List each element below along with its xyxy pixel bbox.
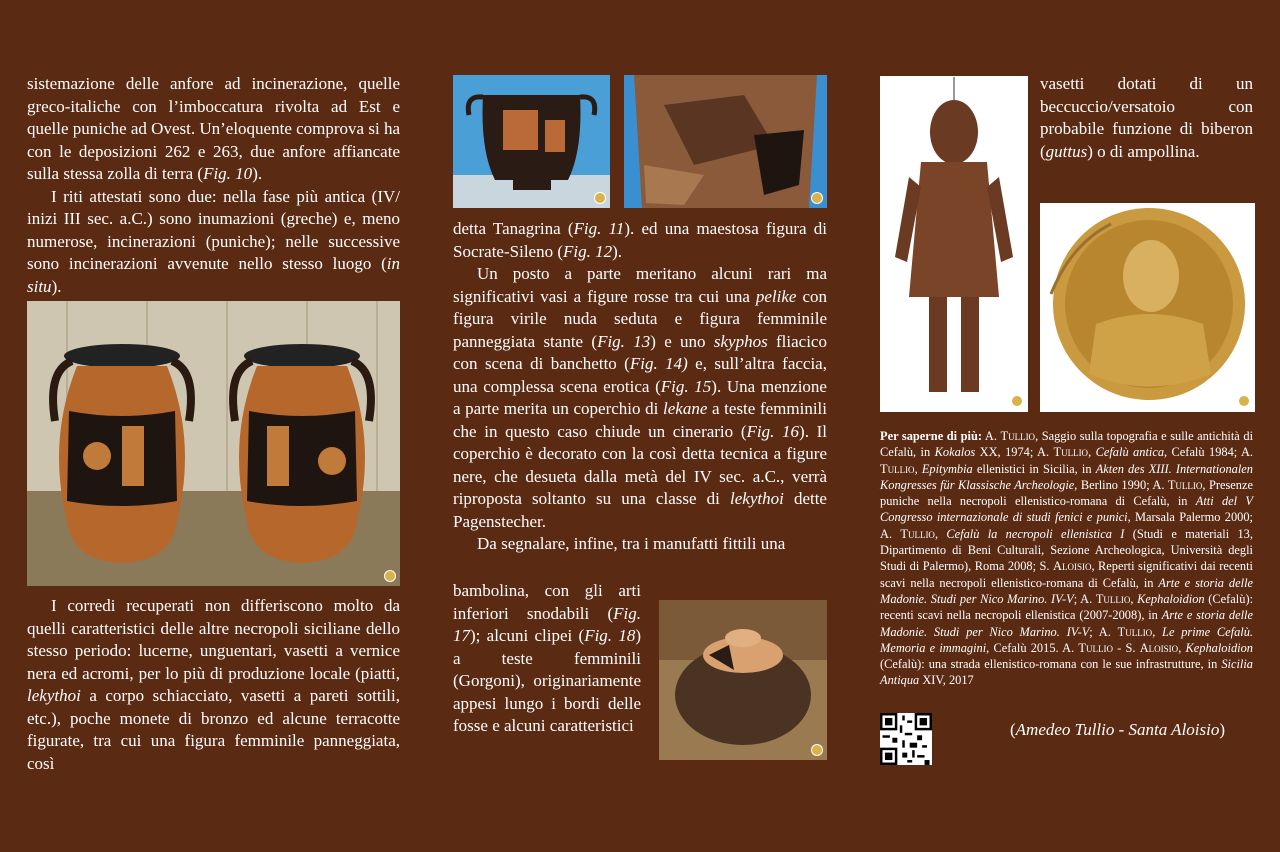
column-1-bottom [27, 595, 400, 775]
citation-text: , [1130, 591, 1138, 606]
figure-number-badge [811, 744, 823, 756]
citation-text: , Berlino 1990; A. [1074, 477, 1168, 492]
citation-title: Kephaloidion [1185, 640, 1253, 655]
citation-text: , [1088, 445, 1096, 460]
figure-12-fragment-photo [624, 75, 827, 208]
qr-code[interactable] [880, 713, 932, 765]
citation-title: Arte e storia delle Madonie. Studi per Nico Marino. IV-V [880, 608, 1254, 639]
figure-number-badge [384, 570, 396, 582]
figure-number-badge [1011, 395, 1023, 407]
citation-title: Epitymbia [921, 461, 973, 476]
author-name: Tullio [900, 526, 935, 541]
author-name: Tullio [1167, 477, 1203, 492]
qr-code-icon [880, 713, 932, 765]
author-name: Tullio [1053, 445, 1089, 460]
citation-text: , Cefalù 2015. A. [986, 640, 1079, 655]
column-1-top [27, 73, 400, 298]
citation-text: ; A. [1089, 624, 1118, 639]
citation-text: XIV, 2017 [919, 673, 974, 688]
paragraph-3: I corredi recuperati non differiscono molto da quelli caratteristici delle altre necropoli siciliane dello stesso periodo: lucerne, unguentari, vasetti a vernice nera ed acromi, per lo più di produzione locale (piatti, lekythoi a corpo schiacciato, vasetti a pareti sottili, etc.), poche monete di bronzo ed alcune terracotte figurate, tra cui una figura femminile panneggiata, così [27, 596, 400, 773]
paragraph-4: detta Tanagrina (Fig. 11). ed una maestosa figura di Socrate-Sileno (Fig. 12). [453, 219, 827, 261]
citation-text: , [934, 526, 947, 541]
urn-illustration [659, 600, 827, 760]
citation-text: , [1152, 624, 1163, 639]
paragraph-5: Un posto a parte meritano alcuni rari ma significativi vasi a figure rosse tra cui una pelike con figura virile nuda seduta e figura femminile panneggiata stante (Fig. 13) e uno skyphos fliacico con scena di banchetto (Fig. 14) e, sull’altra faccia, una complessa scena erotica (Fig. 15). Una menzione a parte merita un coperchio di lekane a teste femminili che in questo caso chiude un cinerario (Fig. 16). Il coperchio è decorato con la così detta tecnica a figure nere, che desueta dalla metà del IV sec. a.C., verrà riproposta soltanto su una classe di lekythoi dette Pagenstecher. [453, 264, 828, 531]
paragraph-7: vasetti dotati di un beccuccio/versatoio con probabile funzione di biberon (guttus) o di ampollina. [1040, 74, 1253, 161]
figure-number-badge [811, 192, 823, 204]
column-2-narrow [453, 580, 641, 738]
figure-18-clipeus-photo [1040, 203, 1255, 412]
citation-text: , Reperti significativi dai recenti scavi nella necropoli ellenistico-romana di Cefalù, in [880, 559, 1253, 590]
citation-text: (Cefalù): una strada ellenistico-romana con le sue infrastrutture, in [880, 657, 1222, 672]
citation-text: (Cefalù): recenti scavi nella necropoli ellenistica (2007-2008), in [880, 591, 1254, 623]
clipeus-illustration [1041, 204, 1254, 411]
citation-title: Le prime Cefalù. Memoria e immagini [880, 624, 1253, 655]
author-name: Aloisio [1139, 640, 1179, 655]
fragment-illustration [624, 75, 827, 208]
paragraph-6-continued: bambolina, con gli arti inferiori snodabili (Fig. 17); alcuni clipei (Fig. 18) a teste femminili (Gorgoni), originariamente appesi lungo i bordi delle fosse e alcuni caratteristici [453, 581, 641, 735]
citation-text: - S. [1112, 640, 1140, 655]
citation-text: ; A. [1073, 591, 1096, 606]
paragraph-2: I riti attestati sono due: nella fase più antica (IV/ inizi III sec. a.C.) sono inumazioni (greche) e, meno numerose, incinerazioni (puniche); nelle successive sono incinerazioni avvenute nello stesso luogo (in situ). [27, 186, 400, 296]
citation-title: Arte e storia delle Madonie. Studi per Nico Marino. IV-V [880, 575, 1254, 606]
citation-title: Cefalù la necropoli ellenistica I [946, 526, 1125, 541]
column-3-top [1040, 73, 1253, 163]
citation-title: Akten des XIII. Internationalen Kongresses für Klassische Archeologie [880, 461, 1253, 492]
citation-title: Kokalos [934, 445, 976, 460]
citation-text: XX, 1974; A. [975, 445, 1054, 460]
citation-title: Atti del V Congresso internazionale di studi fenici e punici [880, 494, 1253, 525]
paragraph-6-start: Da segnalare, infine, tra i manufatti fittili una [477, 534, 786, 553]
figure-10-amphorae-photo [27, 301, 400, 586]
amphorae-illustration [27, 301, 400, 586]
bibliography [880, 428, 1253, 689]
bibliography-body [880, 429, 1253, 687]
figure-11-skyphos-photo [453, 75, 610, 208]
figure-16-cinerary-urn-photo [659, 600, 827, 760]
citation-text: , Saggio sulla topografia e sulle antichità di Cefalù, in [880, 429, 1254, 460]
author-name: Tullio [1095, 591, 1131, 606]
citation-text: , Cefalù 1984; A. [1164, 445, 1253, 460]
citation-text: ellenistici in Sicilia, in [972, 461, 1096, 476]
citation-text: , Marsala Palermo 2000; A. [880, 510, 1253, 541]
figure-17-doll-photo [880, 76, 1028, 412]
paragraph-1: sistemazione delle anfore ad incinerazione, quelle greco-italiche con l’imboccatura rivolta ad Est e quelle puniche ad Ovest. Un’eloquente comprova si ha con le deposizioni 262 e 263, due anfore affiancate sulla stessa zolla di terra (Fig. 10). [27, 74, 400, 183]
citation-title: Sicilia Antiqua [880, 657, 1253, 688]
figure-number-badge [1238, 395, 1250, 407]
skyphos-illustration [453, 75, 610, 208]
citation-text: A. [982, 429, 1001, 443]
citation-text: , Presenze puniche nella necropoli ellenistico-romana di Cefalù, in [880, 477, 1253, 509]
citation-text: , [1178, 640, 1186, 655]
column-2-main [453, 218, 827, 556]
figure-number-badge [594, 192, 606, 204]
author-name: Tullio [1117, 624, 1153, 639]
bibliography-heading: Per saperne di più: [880, 429, 983, 443]
citation-text: (Studi e materiali 13, Dipartimento di Beni Culturali, Sezione Archeologica, Università degli Studi di Palermo), Roma 2008; S. [880, 526, 1253, 574]
author-name: Tullio [1078, 640, 1113, 655]
citation-title: Kephaloidion [1137, 591, 1205, 606]
citation-title: Cefalù antica [1095, 445, 1165, 460]
author-name: Tullio [1000, 429, 1036, 443]
author-name: Aloisio [1053, 559, 1092, 574]
author-signature: (Amedeo Tullio - Santa Aloisio) [1010, 720, 1226, 739]
author-name: Tullio [880, 461, 915, 476]
doll-illustration [881, 77, 1027, 411]
citation-text: , [914, 461, 922, 476]
